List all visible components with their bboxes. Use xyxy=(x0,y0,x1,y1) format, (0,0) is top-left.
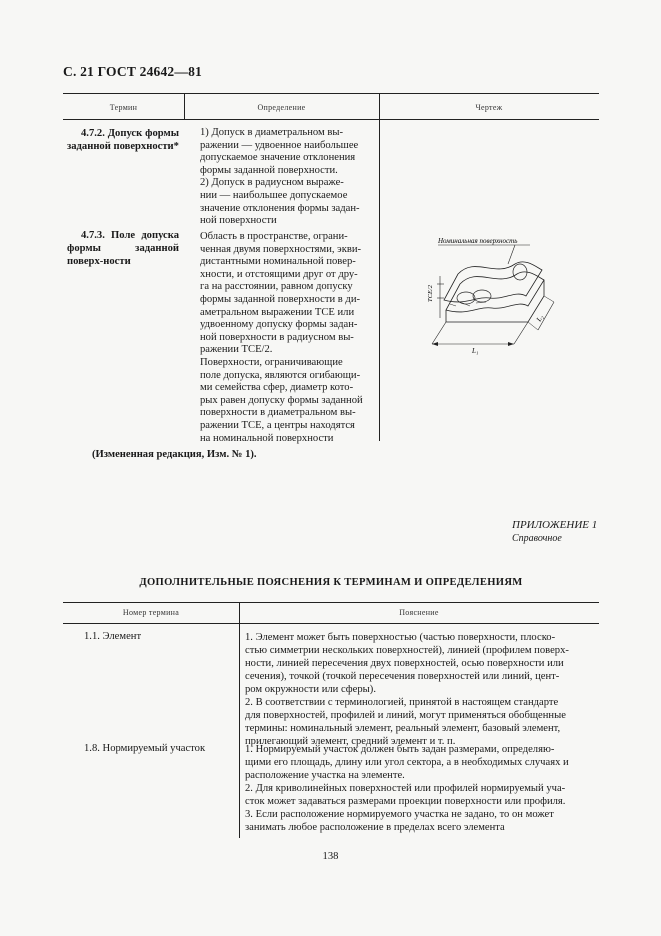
definition-4-7-2: 1) Допуск в диаметральном вы- ражении — удвоенное наибольшее допускаемое значение отклонения формы заданной поверхности. 2) Допуск в радиусном выраже- нии — наибольшее допускаемое значение отклонения формы задан- ной поверхности xyxy=(200,127,360,227)
term-4-7-2: 4.7.2. Допуск формы заданной поверхности* xyxy=(67,128,179,152)
table2-divider xyxy=(239,602,240,838)
appendix-label: ПРИЛОЖЕНИЕ 1 xyxy=(512,519,598,531)
page-number: 138 xyxy=(322,851,339,862)
page-header: С. 21 ГОСТ 24642—81 xyxy=(63,64,202,79)
drawing-dim-l2: L₂ xyxy=(534,313,545,323)
tolerance-zone-drawing xyxy=(420,226,560,358)
term-4-7-3: 4.7.3. Поле допуска формы заданной поверх-ности xyxy=(67,230,179,267)
table2-header-rule xyxy=(63,623,599,624)
table2-col-term: Номер термина xyxy=(122,608,180,617)
drawing-dim-tce: TCE/2 xyxy=(427,285,434,302)
table1-col-definition: Определение xyxy=(257,103,306,112)
table1-col-term: Термин xyxy=(109,103,138,112)
drawing-dim-l1: L₁ xyxy=(472,347,479,355)
table1-col-drawing: Чертеж xyxy=(475,103,503,112)
definition-4-7-3: Область в пространстве, ограни- ченная двумя поверхностями, экви- дистантными номинальной повер- хности, и отстоящими друг от дру- га на расстоянии, равном допуску формы заданной поверхности в ди- аметральном выражении TCE или удвоенному допуску формы задан- ной поверхности в радиусном вы- ражении TCE/2. Поверхности, ограничивающие поле допуска, являются огибающи- ми семейства сфер, диаметр кото- рых равен допуску формы заданной поверхности в диаметральном вы- ражении TCE, а центры находятся на номинальной поверхности xyxy=(200,231,363,444)
drawing-label-nominal: Номинальная поверхность xyxy=(438,237,518,245)
table2-term-1-8: 1.8. Нормируемый участок xyxy=(84,743,206,754)
appendix-subtitle: Справочное xyxy=(512,533,562,544)
table2-text-1-8: 1. Нормируемый участок должен быть задан размерами, определяю- щими его площадь, длину или угол сектора, а в необходимых случаях и расположение участка на элементе. 2. Для криволинейных поверхностей или профилей нормируемый уча- сток может задаваться размерами проекции поверхности или профиля. 3. Если расположение нормируемого участка не задано, то он может занимать любое расположение в пределах всего элемента xyxy=(245,744,569,833)
section-title: ДОПОЛНИТЕЛЬНЫЕ ПОЯСНЕНИЯ К ТЕРМИНАМ И ОПРЕДЕЛЕНИЯМ xyxy=(139,577,523,588)
table1-divider xyxy=(379,93,380,441)
table2-top-rule xyxy=(63,602,599,603)
table2-col-explanation: Пояснение xyxy=(399,608,439,617)
table2-term-1-1: 1.1. Элемент xyxy=(84,631,142,642)
table1-header-rule xyxy=(63,119,599,120)
table1-top-rule xyxy=(63,93,599,94)
revision-note: (Измененная редакция, Изм. № 1). xyxy=(92,449,257,460)
table2-text-1-1: 1. Элемент может быть поверхностью (частью поверхности, плоско- стью симметрии нескольких поверхностей), линией (профилем поверх- ности, линией пересечения двух поверхностей, осью поверхности или сечения), точкой (точкой пересечения поверхностей или линий, цент- ром окружности или сферы). 2. В соответствии с терминологией, принятой в настоящем стандарте для поверхностей, профилей и линий, могут применяться обобщенные термины: номинальный элемент, реальный элемент, базовый элемент, прилегающий элемент, средний элемент и т. п. xyxy=(245,632,569,747)
